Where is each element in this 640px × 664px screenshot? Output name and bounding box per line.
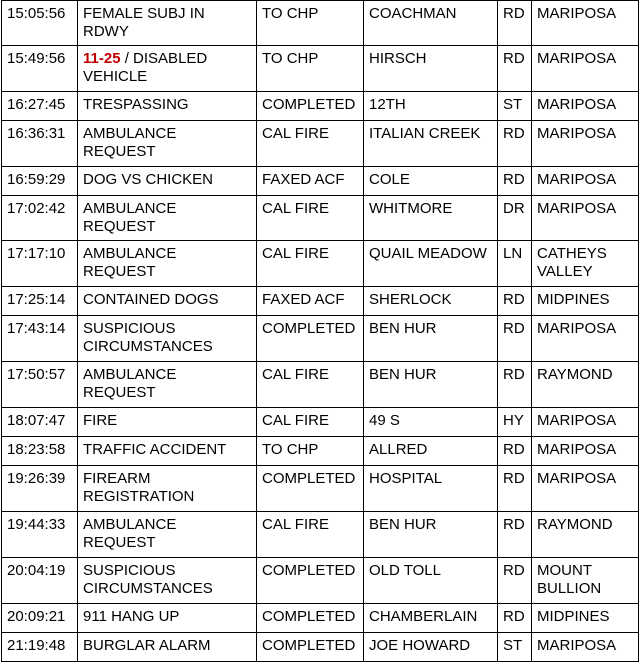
time-cell: 15:05:56 — [2, 1, 78, 46]
city-cell: MARIPOSA — [532, 437, 639, 466]
street-cell: ITALIAN CREEK — [364, 121, 498, 167]
table-row — [2, 437, 639, 466]
table-row — [2, 512, 639, 558]
call-type-cell: AMBULANCE REQUEST — [78, 362, 257, 408]
street-cell: HIRSCH — [364, 46, 498, 92]
street-type-cell: RD — [498, 287, 532, 316]
call-type-cell: AMBULANCE REQUEST — [78, 241, 257, 287]
time-cell: 17:25:14 — [2, 287, 78, 316]
call-type-cell: TRESPASSING — [78, 92, 257, 121]
street-cell: CHAMBERLAIN — [364, 604, 498, 633]
disposition-cell: CAL FIRE — [257, 362, 364, 408]
table-row — [2, 466, 639, 512]
time-cell: 17:02:42 — [2, 196, 78, 241]
street-type-cell: RD — [498, 121, 532, 167]
call-type-cell: 911 HANG UP — [78, 604, 257, 633]
street-cell: BEN HUR — [364, 512, 498, 558]
disposition-cell: CAL FIRE — [257, 408, 364, 437]
city-cell: MARIPOSA — [532, 46, 639, 92]
street-type-cell: HY — [498, 408, 532, 437]
disposition-cell: CAL FIRE — [257, 121, 364, 167]
street-cell: WHITMORE — [364, 196, 498, 241]
table-row — [2, 1, 639, 46]
table-row — [2, 92, 639, 121]
city-cell: MARIPOSA — [532, 121, 639, 167]
time-cell: 15:49:56 — [2, 46, 78, 92]
call-type-cell: TRAFFIC ACCIDENT — [78, 437, 257, 466]
call-log-body — [2, 1, 639, 662]
table-row — [2, 287, 639, 316]
time-cell: 16:59:29 — [2, 167, 78, 196]
time-cell: 18:07:47 — [2, 408, 78, 437]
disposition-cell: TO CHP — [257, 46, 364, 92]
street-type-cell: RD — [498, 604, 532, 633]
street-cell: SHERLOCK — [364, 287, 498, 316]
city-cell: MARIPOSA — [532, 408, 639, 437]
street-cell: HOSPITAL — [364, 466, 498, 512]
table-row — [2, 633, 639, 662]
call-type-text: / DISABLED VEHICLE — [83, 50, 208, 85]
street-cell: BEN HUR — [364, 316, 498, 362]
street-cell: ALLRED — [364, 437, 498, 466]
street-type-cell: RD — [498, 167, 532, 196]
street-type-cell: RD — [498, 1, 532, 46]
time-cell: 16:36:31 — [2, 121, 78, 167]
city-cell: MARIPOSA — [532, 1, 639, 46]
time-cell: 20:04:19 — [2, 558, 78, 604]
street-cell: 12TH — [364, 92, 498, 121]
call-type-cell: AMBULANCE REQUEST — [78, 121, 257, 167]
table-row — [2, 167, 639, 196]
city-cell: RAYMOND — [532, 512, 639, 558]
street-cell: COLE — [364, 167, 498, 196]
call-type-cell: FIREARM REGISTRATION — [78, 466, 257, 512]
table-row — [2, 241, 639, 287]
city-cell: MOUNT BULLION — [532, 558, 639, 604]
city-cell: CATHEYS VALLEY — [532, 241, 639, 287]
table-row — [2, 408, 639, 437]
disposition-cell: TO CHP — [257, 1, 364, 46]
disposition-cell: COMPLETED — [257, 466, 364, 512]
table-row — [2, 362, 639, 408]
street-cell: QUAIL MEADOW — [364, 241, 498, 287]
call-log-table — [1, 0, 639, 662]
street-type-cell: LN — [498, 241, 532, 287]
street-type-cell: RD — [498, 362, 532, 408]
call-type-cell: FEMALE SUBJ IN RDWY — [78, 1, 257, 46]
disposition-cell: CAL FIRE — [257, 241, 364, 287]
disposition-cell: COMPLETED — [257, 316, 364, 362]
table-row — [2, 196, 639, 241]
disposition-cell: FAXED ACF — [257, 287, 364, 316]
call-type-cell: FIRE — [78, 408, 257, 437]
street-type-cell: RD — [498, 316, 532, 362]
table-row — [2, 316, 639, 362]
call-type-cell: SUSPICIOUS CIRCUMSTANCES — [78, 558, 257, 604]
time-cell: 18:23:58 — [2, 437, 78, 466]
call-type-cell: AMBULANCE REQUEST — [78, 512, 257, 558]
time-cell: 17:43:14 — [2, 316, 78, 362]
city-cell: MARIPOSA — [532, 196, 639, 241]
time-cell: 19:26:39 — [2, 466, 78, 512]
street-type-cell: RD — [498, 512, 532, 558]
city-cell: MARIPOSA — [532, 633, 639, 662]
time-cell: 19:44:33 — [2, 512, 78, 558]
street-cell: OLD TOLL — [364, 558, 498, 604]
city-cell: MARIPOSA — [532, 167, 639, 196]
call-type-cell — [78, 46, 257, 92]
disposition-cell: COMPLETED — [257, 92, 364, 121]
street-type-cell: RD — [498, 437, 532, 466]
table-row — [2, 46, 639, 92]
call-type-cell: AMBULANCE REQUEST — [78, 196, 257, 241]
city-cell: MARIPOSA — [532, 316, 639, 362]
table-row — [2, 558, 639, 604]
time-cell: 16:27:45 — [2, 92, 78, 121]
time-cell: 20:09:21 — [2, 604, 78, 633]
disposition-cell: COMPLETED — [257, 604, 364, 633]
disposition-cell: CAL FIRE — [257, 196, 364, 241]
street-cell: 49 S — [364, 408, 498, 437]
call-type-cell: DOG VS CHICKEN — [78, 167, 257, 196]
table-row — [2, 121, 639, 167]
city-cell: MIDPINES — [532, 604, 639, 633]
call-type-cell: SUSPICIOUS CIRCUMSTANCES — [78, 316, 257, 362]
call-type-cell: BURGLAR ALARM — [78, 633, 257, 662]
city-cell: MARIPOSA — [532, 92, 639, 121]
street-type-cell: RD — [498, 46, 532, 92]
time-cell: 17:50:57 — [2, 362, 78, 408]
street-type-cell: DR — [498, 196, 532, 241]
street-type-cell: ST — [498, 92, 532, 121]
radio-code: 11-25 — [83, 50, 121, 67]
disposition-cell: COMPLETED — [257, 633, 364, 662]
call-type-cell: CONTAINED DOGS — [78, 287, 257, 316]
table-row — [2, 604, 639, 633]
disposition-cell: COMPLETED — [257, 558, 364, 604]
street-cell: BEN HUR — [364, 362, 498, 408]
street-type-cell: ST — [498, 633, 532, 662]
city-cell: MARIPOSA — [532, 466, 639, 512]
street-cell: COACHMAN — [364, 1, 498, 46]
time-cell: 21:19:48 — [2, 633, 78, 662]
street-cell: JOE HOWARD — [364, 633, 498, 662]
time-cell: 17:17:10 — [2, 241, 78, 287]
city-cell: RAYMOND — [532, 362, 639, 408]
city-cell: MIDPINES — [532, 287, 639, 316]
street-type-cell: RD — [498, 558, 532, 604]
street-type-cell: RD — [498, 466, 532, 512]
disposition-cell: FAXED ACF — [257, 167, 364, 196]
disposition-cell: CAL FIRE — [257, 512, 364, 558]
disposition-cell: TO CHP — [257, 437, 364, 466]
